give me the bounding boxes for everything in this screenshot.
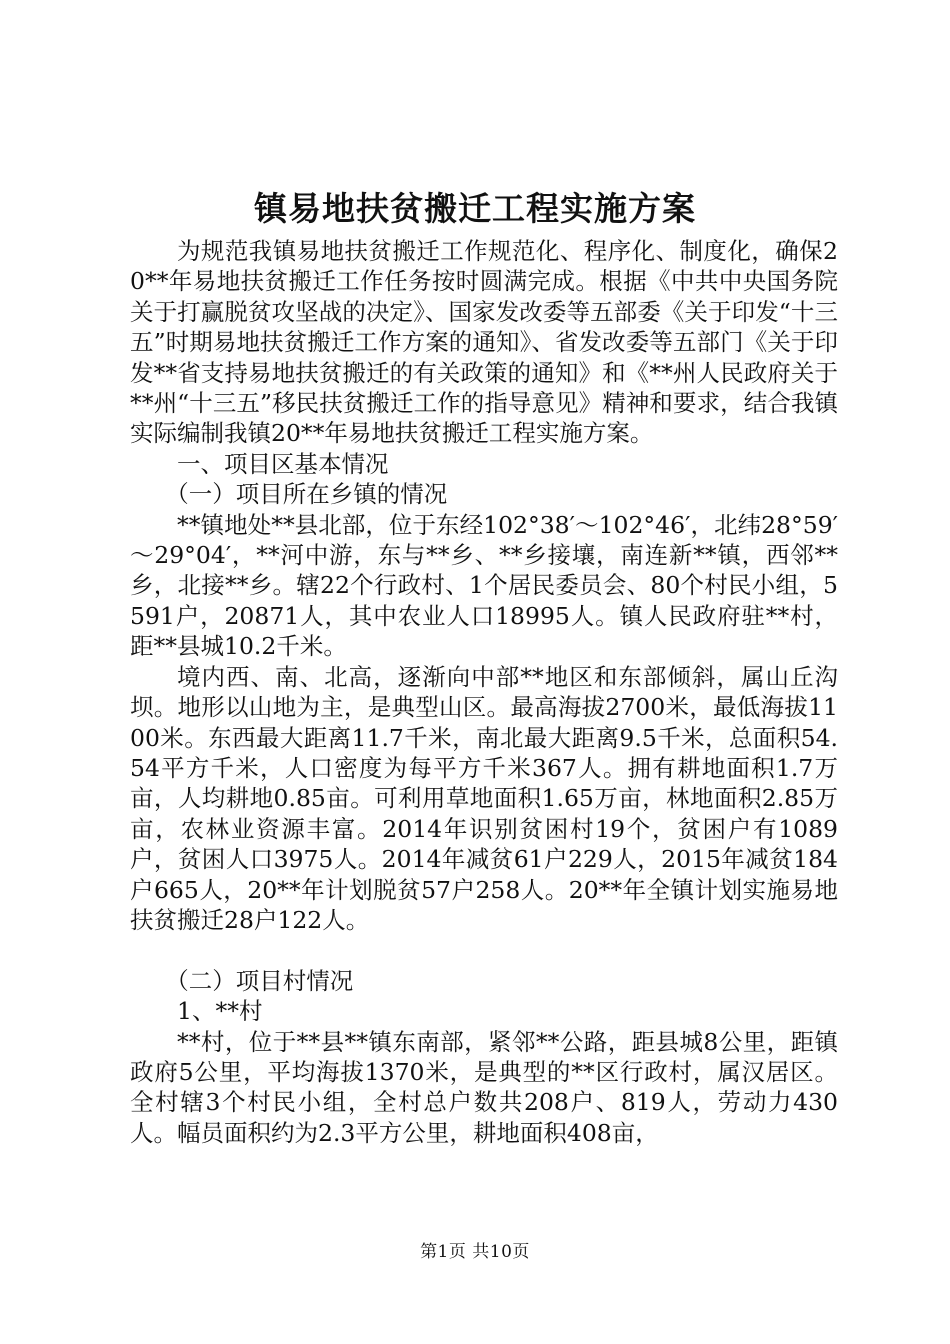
blank-line <box>130 935 838 965</box>
subsection-heading-2: （二）项目村情况 <box>165 966 354 995</box>
terrain-paragraph: 境内西、南、北高，逐渐向中部**地区和东部倾斜，属山丘沟坝。地形以山地为主，是典型山区。最高海拔2700米，最低海拔1100米。东西最大距离11.7千米，南北最大距离9.5千米，总面积54.54平方千米，人口密度为每平方千米367人。拥有耕地面积1.7万亩，人均耕地0.85亩。可利用草地面积1.65万亩，林地面积2.85万亩，农林业资源丰富。2014年识别贫困村19个，贫困户有1089户，贫困人口3975人。2014年减贫61户229人，2015年减贫184户665人，20**年计划脱贫57户258人。20**年全镇计划实施易地扶贫搬迁28户122人。 <box>130 662 838 934</box>
page-number-footer: 第1页 共10页 <box>420 1242 530 1262</box>
village-paragraph: **村，位于**县**镇东南部，紧邻**公路，距县城8公里，距镇政府5公里，平均海拔1370米，是典型的**区行政村，属汉居区。全村辖3个村民小组，全村总户数共208户、819人，劳动力430人。幅员面积约为2.3平方公里，耕地面积408亩， <box>130 1027 838 1147</box>
township-paragraph: **镇地处**县北部，位于东经102°38′～102°46′，北纬28°59′～29°04′，**河中游，东与**乡、**乡接壤，南连新**镇，西邻**乡，北接**乡。辖22个行政村、1个居民委员会、80个村民小组，5591户，20871人，其中农业人口18995人。镇人民政府驻**村，距**县城10.2千米。 <box>130 510 838 661</box>
document-title: 镇易地扶贫搬迁工程实施方案 <box>254 189 696 228</box>
document-body <box>130 236 838 1148</box>
intro-paragraph: 为规范我镇易地扶贫搬迁工作规范化、程序化、制度化，确保20**年易地扶贫搬迁工作任务按时圆满完成。根据《中共中央国务院关于打赢脱贫攻坚战的决定》、国家发改委等五部委《关于印发“十三五”时期易地扶贫搬迁工作方案的通知》、省发改委等五部门《关于印发**省支持易地扶贫搬迁的有关政策的通知》和《**州人民政府关于**州“十三五”移民扶贫搬迁工作的指导意见》精神和要求，结合我镇实际编制我镇20**年易地扶贫搬迁工程实施方案。 <box>130 237 838 448</box>
subsection-heading-1: （一）项目所在乡镇的情况 <box>165 480 448 509</box>
section-heading-1: 一、项目区基本情况 <box>177 449 389 478</box>
village-heading-1: 1、**村 <box>177 997 263 1026</box>
